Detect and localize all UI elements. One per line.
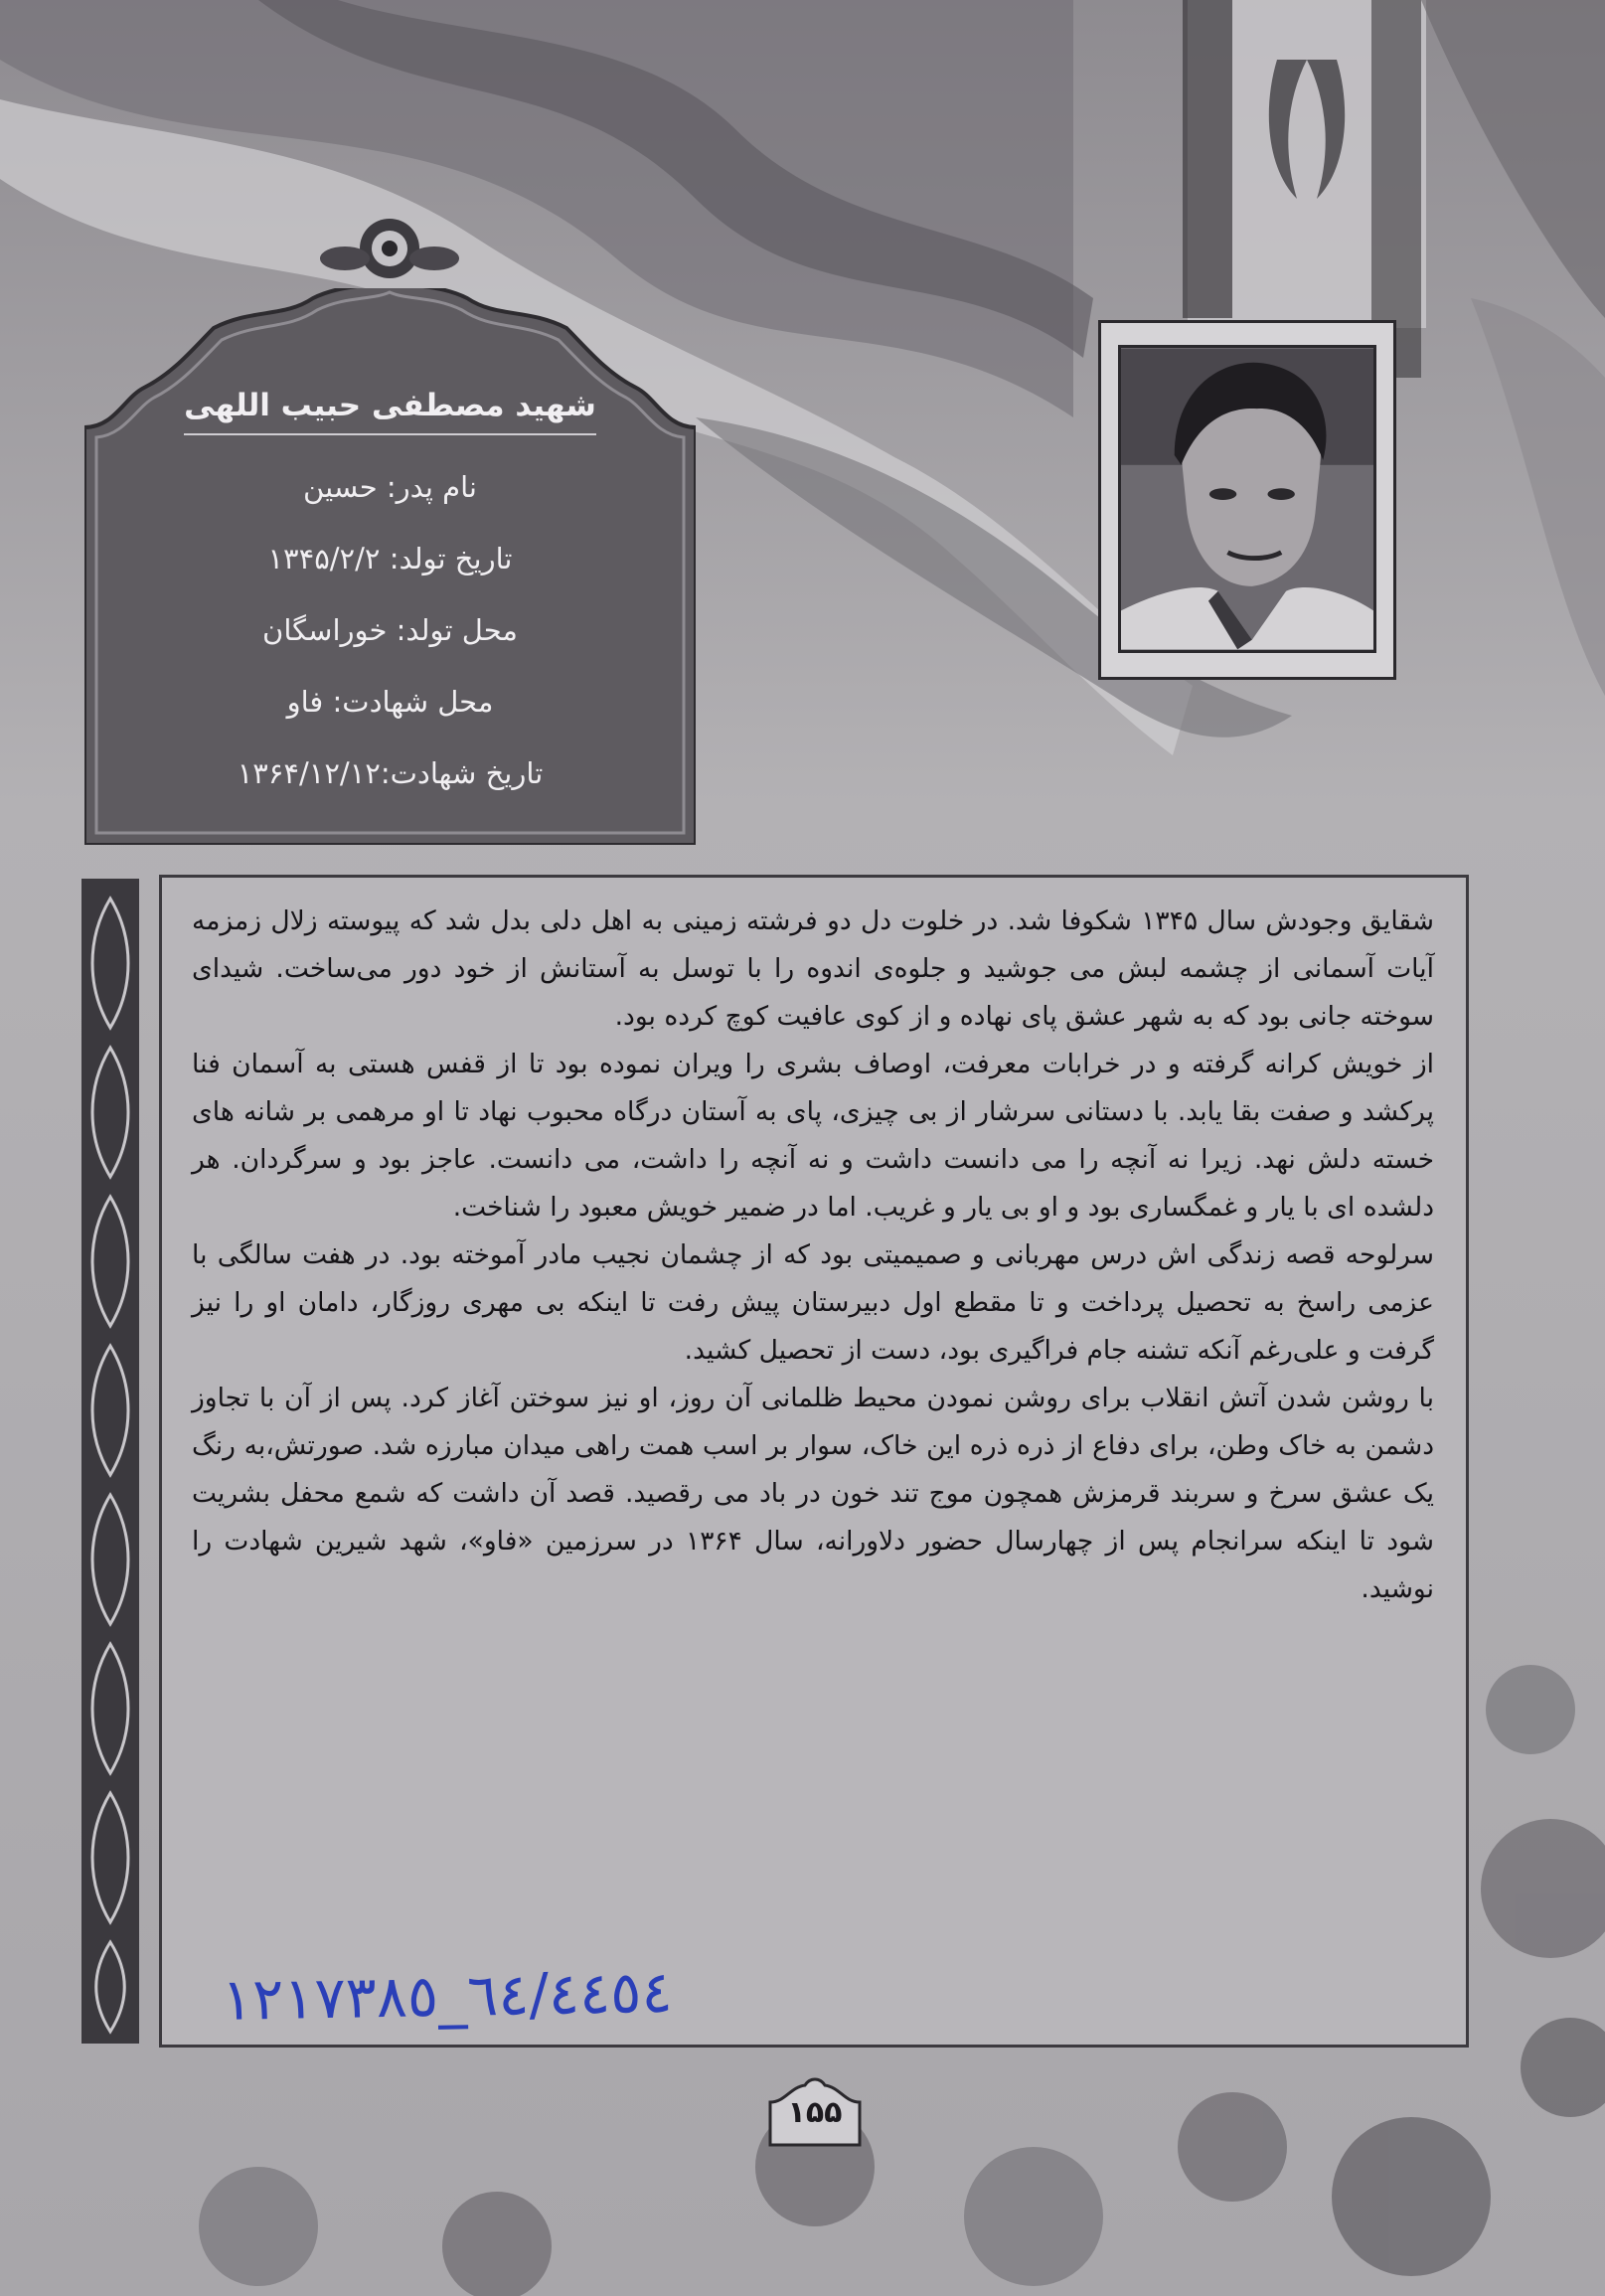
bio-paragraph-4: با روشن شدن آتش انقلاب برای روشن نمودن محیط ظلمانی آن روز، او نیز سوختن آغاز کرد. پس از آن با تجاوز دشمن به خاک وطن، برای دفاع از ذره ذره این خاک، سوار بر اسب همت راهی میدان مبارزه شد. صورتش،به رنگ یک عشق سرخ و سربند قرمزش همچون موج تند خون در باد می رقصید. قصد آن داشت که شمع محفل بشریت شود تا اینکه سرانجام پس از چهارسال حضور دلاورانه، سال ۱۳۶۴ در سرزمین «فاو»، شهد شیرین شهادت را نوشید. bbox=[192, 1383, 1434, 1604]
martyr-info-plaque bbox=[84, 288, 696, 845]
page-number-badge bbox=[765, 2077, 865, 2147]
page-number: ۱۵۵ bbox=[787, 2095, 843, 2130]
bio-paragraph-2: از خویش کرانه گرفته و در خرابات معرفت، اوصاف بشری را ویران نموده بود تا از قفس هستی به آسمان فنا پرکشد و صفت بقا یابد. با دستانی سرشار از بی چیزی، پای به آستان درگاه محبوب نهاد تا او مرهمی بر شانه های خسته دلش نهد. زیرا نه آنچه را می دانست داشت و نه آنچه را داشت، می دانست. عاجز بود و سرگردان. هر دلشده ای با یار و غمگساری بود و او بی یار و غریب. اما در ضمیر خویش معبود را شناخت. bbox=[192, 1049, 1434, 1223]
flower-icon bbox=[320, 204, 459, 293]
birth-place: محل تولد: خوراسگان bbox=[262, 613, 518, 647]
martyr-name: شهید مصطفی حبیب اللهی bbox=[184, 388, 596, 435]
martyrdom-date: تاریخ شهادت:۱۳۶۴/۱۲/۱۲ bbox=[237, 756, 544, 790]
martyrdom-place: محل شهادت: فاو bbox=[286, 685, 494, 719]
biography-panel bbox=[159, 875, 1469, 2048]
plaque-text bbox=[114, 388, 666, 823]
father-name: نام پدر: حسین bbox=[303, 470, 477, 504]
flag-border-pattern bbox=[1183, 0, 1232, 318]
birth-date: تاریخ تولد: ۱۳۴۵/۲/۲ bbox=[267, 542, 513, 575]
biography-text bbox=[192, 898, 1434, 1613]
bio-paragraph-1: شقایق وجودش سال ۱۳۴۵ شکوفا شد. در خلوت دل دو فرشته زمینی به اهل دلی بدل شد که پیوسته زلال زمزمه آیات آسمانی از چشمه لبش می جوشید و جلوه‌ی اندوه را با توسل به آستانش از خود دور می‌ساخت. شیدای سوخته جانی بود که به شهر عشق پای نهاده و از کوی عافیت کوچ کرده بود. bbox=[192, 905, 1434, 1032]
bio-paragraph-3: سرلوحه قصه زندگی اش درس مهربانی و صمیمیتی بود که از چشمان نجیب مادر آموخته بود. در هفت سالگی با عزمی راسخ به تحصیل پرداخت و تا مقطع اول دبیرستان پیش رفت تا اینکه بی مهری روزگار، دامان او را نیز گرفت و علی‌رغم آنکه تشنه جام فراگیری بود، دست از تحصیل کشید. bbox=[192, 1239, 1434, 1366]
portrait-frame bbox=[1098, 320, 1396, 680]
portrait-image bbox=[1121, 348, 1373, 650]
handwritten-number-note: ٦٤/٤٤٥٤_١٢١٧٣٨٥ bbox=[221, 1957, 674, 2034]
portrait-photo bbox=[1118, 345, 1376, 653]
ornamental-side-strip bbox=[81, 879, 139, 2044]
